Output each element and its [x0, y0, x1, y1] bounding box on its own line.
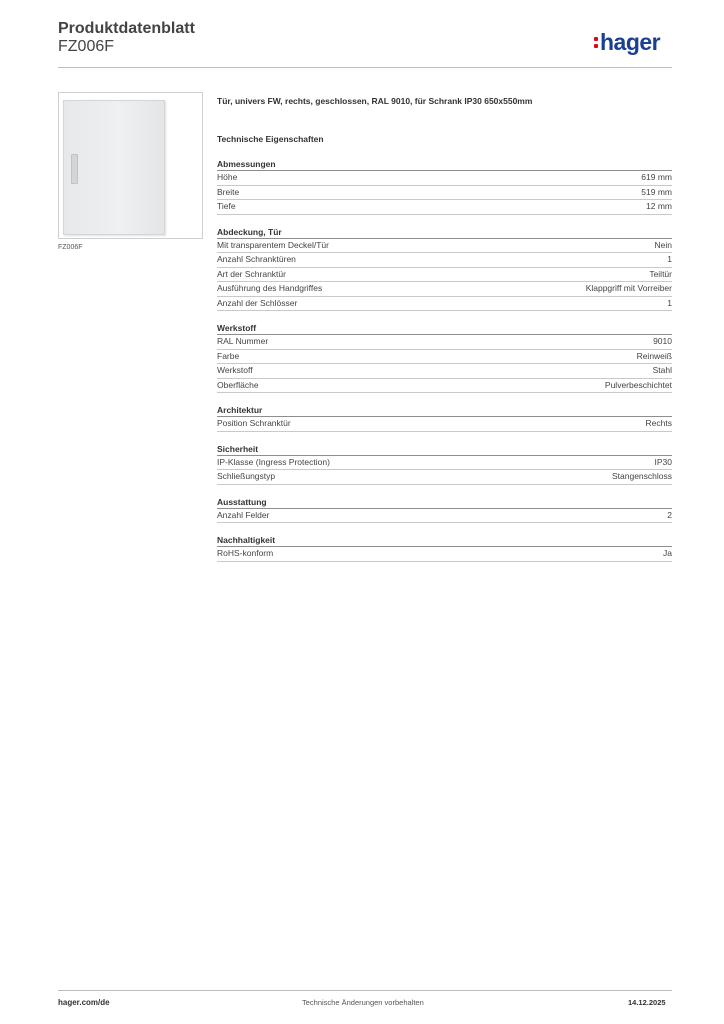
property-label: Art der Schranktür	[217, 268, 286, 279]
property-value: 2	[667, 509, 672, 520]
property-value: Nein	[654, 239, 672, 250]
property-value: Stangenschloss	[611, 471, 672, 481]
property-label: Höhe	[217, 172, 238, 182]
property-label: Position Schranktür	[217, 418, 291, 428]
product-image	[58, 92, 203, 239]
group-title: Sicherheit	[217, 444, 672, 456]
property-label: Ausführung des Handgriffes	[217, 283, 323, 293]
property-row	[217, 364, 672, 379]
group-title: Nachhaltigkeit	[217, 535, 672, 547]
property-label: Schließungstyp	[217, 471, 276, 481]
product-description: Tür, univers FW, rechts, geschlossen, RAL 9010, für Schrank IP30 650x550mm	[217, 96, 533, 106]
property-label: Anzahl der Schlösser	[217, 297, 298, 308]
property-row	[217, 470, 672, 485]
property-row	[217, 200, 672, 215]
group-title: Architektur	[217, 405, 672, 417]
property-row	[217, 186, 672, 201]
property-label: Mit transparentem Deckel/Tür	[217, 239, 329, 250]
group-title: Ausstattung	[217, 497, 672, 509]
product-details	[217, 96, 672, 562]
property-label: Oberfläche	[217, 379, 259, 390]
footer-date: 14.12.2025	[628, 998, 666, 1007]
property-row	[217, 253, 672, 268]
property-value: Ja	[663, 548, 672, 558]
property-label: Anzahl Schranktüren	[217, 254, 296, 264]
property-value: Rechts	[645, 418, 672, 428]
property-label: IP-Klasse (Ingress Protection)	[217, 456, 330, 467]
door-handle-icon	[71, 154, 78, 184]
property-label: RAL Nummer	[217, 336, 269, 346]
property-value: Stahl	[652, 365, 672, 375]
property-label: Farbe	[217, 350, 240, 361]
property-row	[217, 239, 672, 254]
header-divider	[58, 67, 672, 68]
property-value: 1	[667, 254, 672, 264]
hager-logo	[594, 29, 660, 56]
property-label: RoHS-konform	[217, 548, 274, 558]
property-value: 9010	[653, 336, 672, 346]
property-value: 519 mm	[641, 186, 672, 197]
page-title: Produktdatenblatt	[58, 20, 195, 37]
property-row	[217, 282, 672, 297]
property-label: Breite	[217, 186, 240, 197]
footer-divider	[58, 990, 672, 991]
property-row	[217, 509, 672, 524]
property-value: Teiltür	[649, 268, 672, 279]
property-label: Anzahl Felder	[217, 509, 270, 520]
group-title: Abdeckung, Tür	[217, 227, 672, 239]
property-row	[217, 350, 672, 365]
door-image	[63, 100, 165, 235]
property-label: Werkstoff	[217, 365, 253, 375]
property-value: Reinweiß	[636, 350, 672, 361]
group-title: Abmessungen	[217, 159, 672, 171]
property-value: Pulverbeschichtet	[604, 379, 672, 390]
group-title: Werkstoff	[217, 323, 672, 335]
property-value: 12 mm	[646, 201, 672, 211]
logo-dots-icon	[594, 37, 598, 48]
property-row	[217, 547, 672, 562]
property-value: Klappgriff mit Vorreiber	[585, 283, 672, 293]
property-groups	[217, 159, 672, 562]
property-label: Tiefe	[217, 201, 236, 211]
property-row	[217, 171, 672, 186]
logo-text: hager	[600, 29, 661, 55]
footer-disclaimer: Technische Änderungen vorbehalten	[302, 998, 424, 1007]
property-value: 619 mm	[641, 172, 672, 182]
property-value: IP30	[654, 456, 672, 467]
property-value: 1	[667, 297, 672, 308]
image-caption: FZ006F	[58, 244, 83, 251]
property-row	[217, 456, 672, 471]
footer-website: hager.com/de	[58, 998, 110, 1007]
property-row	[217, 379, 672, 394]
property-row	[217, 297, 672, 312]
tech-properties-heading: Technische Eigenschaften	[217, 134, 324, 144]
property-row	[217, 417, 672, 432]
property-row	[217, 335, 672, 350]
property-row	[217, 268, 672, 283]
product-code: FZ006F	[58, 38, 115, 55]
